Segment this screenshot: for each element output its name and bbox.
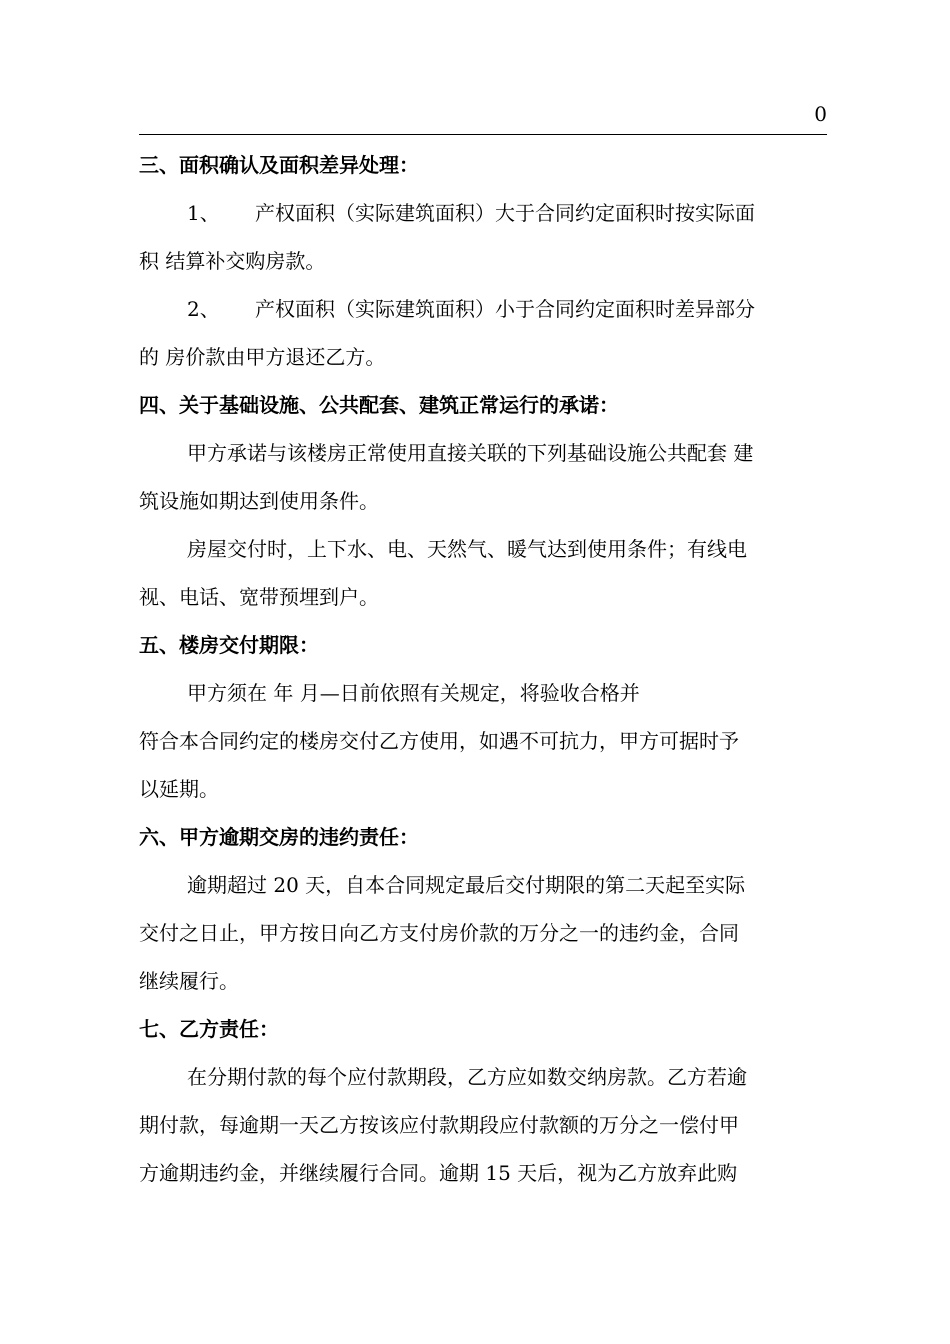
section-6-line-1: 逾期超过 20 天，自本合同规定最后交付期限的第二天起至实际 bbox=[187, 873, 746, 897]
section-6-line-3: 继续履行。 bbox=[139, 969, 239, 993]
item-number: 1、 bbox=[187, 201, 220, 225]
section-5-line-3: 以延期。 bbox=[139, 777, 219, 801]
section-3-item-1-line-2: 积 结算补交购房款。 bbox=[139, 249, 326, 273]
item-text: 产权面积（实际建筑面积）大于合同约定面积时按实际面 bbox=[255, 201, 755, 225]
section-3-heading: 三、面积确认及面积差异处理： bbox=[139, 153, 419, 177]
section-4-heading: 四、关于基础设施、公共配套、建筑正常运行的承诺： bbox=[139, 393, 619, 417]
section-3-item-2-line-1 bbox=[139, 285, 827, 333]
section-4-para-1-line-1: 甲方承诺与该楼房正常使用直接关联的下列基础设施公共配套 建 bbox=[187, 441, 754, 465]
section-5-line-1: 甲方须在 年 月—日前依照有关规定，将验收合格并 bbox=[187, 681, 640, 705]
item-number: 2、 bbox=[187, 297, 220, 321]
section-4-para-1-line-2: 筑设施如期达到使用条件。 bbox=[139, 489, 379, 513]
section-5-line-2: 符合本合同约定的楼房交付乙方使用，如遇不可抗力，甲方可据时予 bbox=[139, 729, 739, 753]
section-7-line-3: 方逾期违约金，并继续履行合同。逾期 15 天后，视为乙方放弃此购 bbox=[139, 1161, 738, 1185]
header-rule bbox=[139, 134, 827, 135]
document-body bbox=[139, 141, 827, 1197]
section-6-heading: 六、甲方逾期交房的违约责任： bbox=[139, 825, 419, 849]
section-6-line-2: 交付之日止，甲方按日向乙方支付房价款的万分之一的违约金，合同 bbox=[139, 921, 739, 945]
section-3-item-1-line-1 bbox=[139, 189, 827, 237]
section-3-item-2-line-2: 的 房价款由甲方退还乙方。 bbox=[139, 345, 386, 369]
section-4-para-2-line-2: 视、电话、宽带预埋到户。 bbox=[139, 585, 379, 609]
section-7-heading: 七、乙方责任： bbox=[139, 1017, 279, 1041]
page-number: 0 bbox=[814, 102, 827, 126]
section-7-line-2: 期付款，每逾期一天乙方按该应付款期段应付款额的万分之一偿付甲 bbox=[139, 1113, 739, 1137]
section-7-line-1: 在分期付款的每个应付款期段，乙方应如数交纳房款。乙方若逾 bbox=[187, 1065, 747, 1089]
section-4-para-2-line-1: 房屋交付时，上下水、电、天然气、暖气达到使用条件；有线电 bbox=[187, 537, 747, 561]
item-text: 产权面积（实际建筑面积）小于合同约定面积时差异部分 bbox=[255, 297, 755, 321]
section-5-heading: 五、楼房交付期限： bbox=[139, 633, 319, 657]
